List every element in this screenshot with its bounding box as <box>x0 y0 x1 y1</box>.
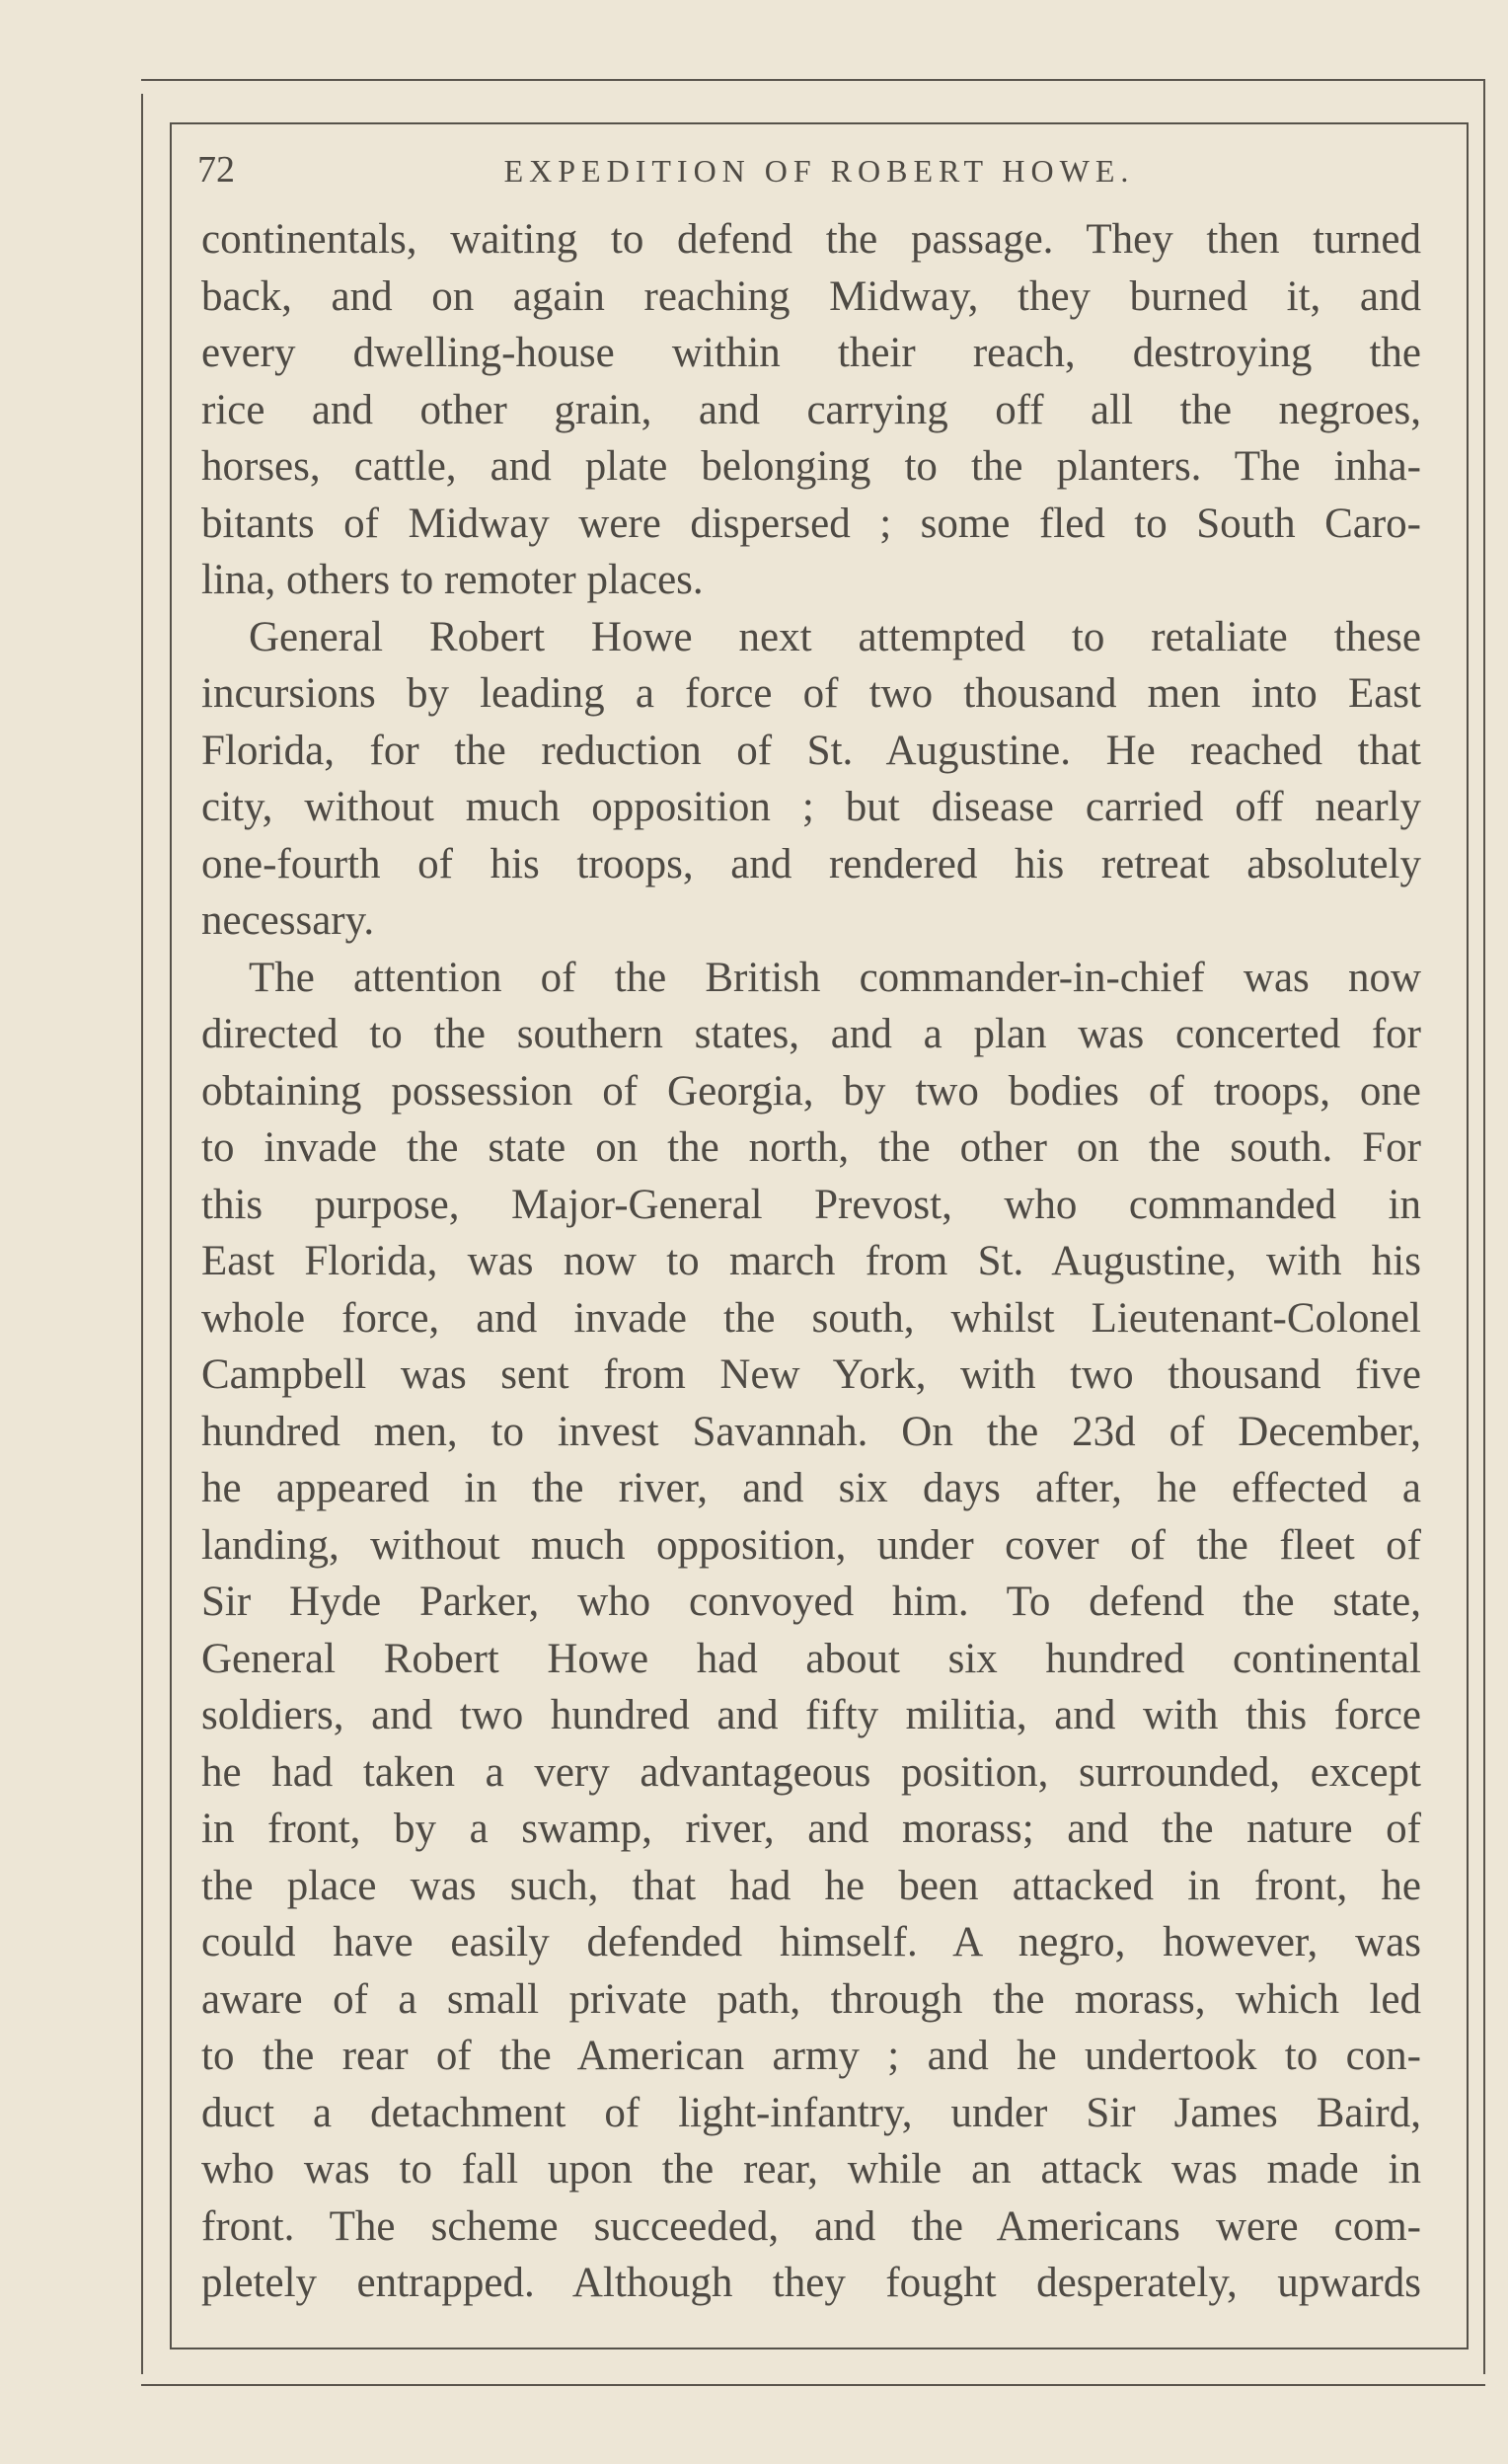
text-line: The attention of the British commander-in-chief was now <box>249 954 1421 1001</box>
text-line: soldiers, and two hundred and fifty militia, and with this force <box>201 1692 1421 1738</box>
outer-rule-top <box>141 79 1485 81</box>
text-line: continentals, waiting to defend the passage. They then turned <box>201 216 1421 263</box>
page-number: 72 <box>197 149 235 191</box>
text-line: rice and other grain, and carrying off all the negroes, <box>201 386 1421 433</box>
text-line: Sir Hyde Parker, who convoyed him. To defend the state, <box>201 1578 1421 1625</box>
text-line: city, without much opposition ; but disease carried off nearly <box>201 784 1421 830</box>
text-line: necessary. <box>201 897 375 944</box>
text-line: could have easily defended himself. A negro, however, was <box>201 1919 1421 1965</box>
text-line: front. The scheme succeeded, and the Americans were com- <box>201 2202 1421 2250</box>
outer-rule-left <box>141 94 143 2374</box>
text-line: whole force, and invade the south, whilst Lieutenant-Colonel <box>201 1294 1421 1342</box>
text-line: incursions by leading a force of two thousand men into East <box>201 670 1421 717</box>
body-text <box>201 211 1421 2312</box>
text-line: lina, others to remoter places. <box>201 557 704 603</box>
text-line: to the rear of the American army ; and he undertook to con- <box>201 2033 1421 2079</box>
text-line: obtaining possession of Georgia, by two bodies of troops, one <box>201 1067 1421 1115</box>
text-line: Campbell was sent from New York, with two thousand five <box>201 1351 1421 1398</box>
text-line: aware of a small private path, through the morass, which led <box>201 1975 1421 2023</box>
text-line: who was to fall upon the rear, while an attack was made in <box>201 2146 1421 2193</box>
text-line: bitants of Midway were dispersed ; some fled to South Caro- <box>201 500 1421 547</box>
text-line: duct a detachment of light-infantry, under Sir James Baird, <box>201 2089 1421 2136</box>
text-line: he had taken a very advantageous position, surrounded, except <box>201 1748 1421 1796</box>
text-line: Florida, for the reduction of St. Augustine. He reached that <box>201 727 1421 774</box>
text-line: to invade the state on the north, the other on the south. For <box>201 1124 1421 1171</box>
text-line: East Florida, was now to march from St. Augustine, with his <box>201 1238 1421 1284</box>
text-line: directed to the southern states, and a plan was concerted for <box>201 1011 1421 1057</box>
text-line: pletely entrapped. Although they fought desperately, upwards <box>201 2260 1421 2306</box>
text-line: one-fourth of his troops, and rendered his retreat absolutely <box>201 840 1421 887</box>
text-line: this purpose, Major-General Prevost, who commanded in <box>201 1181 1421 1228</box>
outer-rule-right <box>1483 79 1485 2374</box>
text-line: hundred men, to invest Savannah. On the 23d of December, <box>201 1408 1421 1455</box>
text-line: every dwelling-house within their reach, destroying the <box>201 330 1421 376</box>
running-head: EXPEDITION OF ROBERT HOWE. <box>503 153 1135 189</box>
text-line: back, and on again reaching Midway, they burned it, and <box>201 272 1421 320</box>
text-line: General Robert Howe next attempted to retaliate these <box>249 613 1421 660</box>
text-line: the place was such, that had he been attacked in front, he <box>201 1862 1421 1909</box>
text-line: landing, without much opposition, under cover of the fleet of <box>201 1521 1421 1569</box>
text-line: General Robert Howe had about six hundred continental <box>201 1635 1421 1682</box>
text-line: in front, by a swamp, river, and morass; and the nature of <box>201 1806 1421 1852</box>
outer-rule-bottom <box>141 2384 1485 2386</box>
text-line: he appeared in the river, and six days after, he effected a <box>201 1465 1421 1511</box>
text-line: horses, cattle, and plate belonging to the planters. The inha- <box>201 443 1421 490</box>
